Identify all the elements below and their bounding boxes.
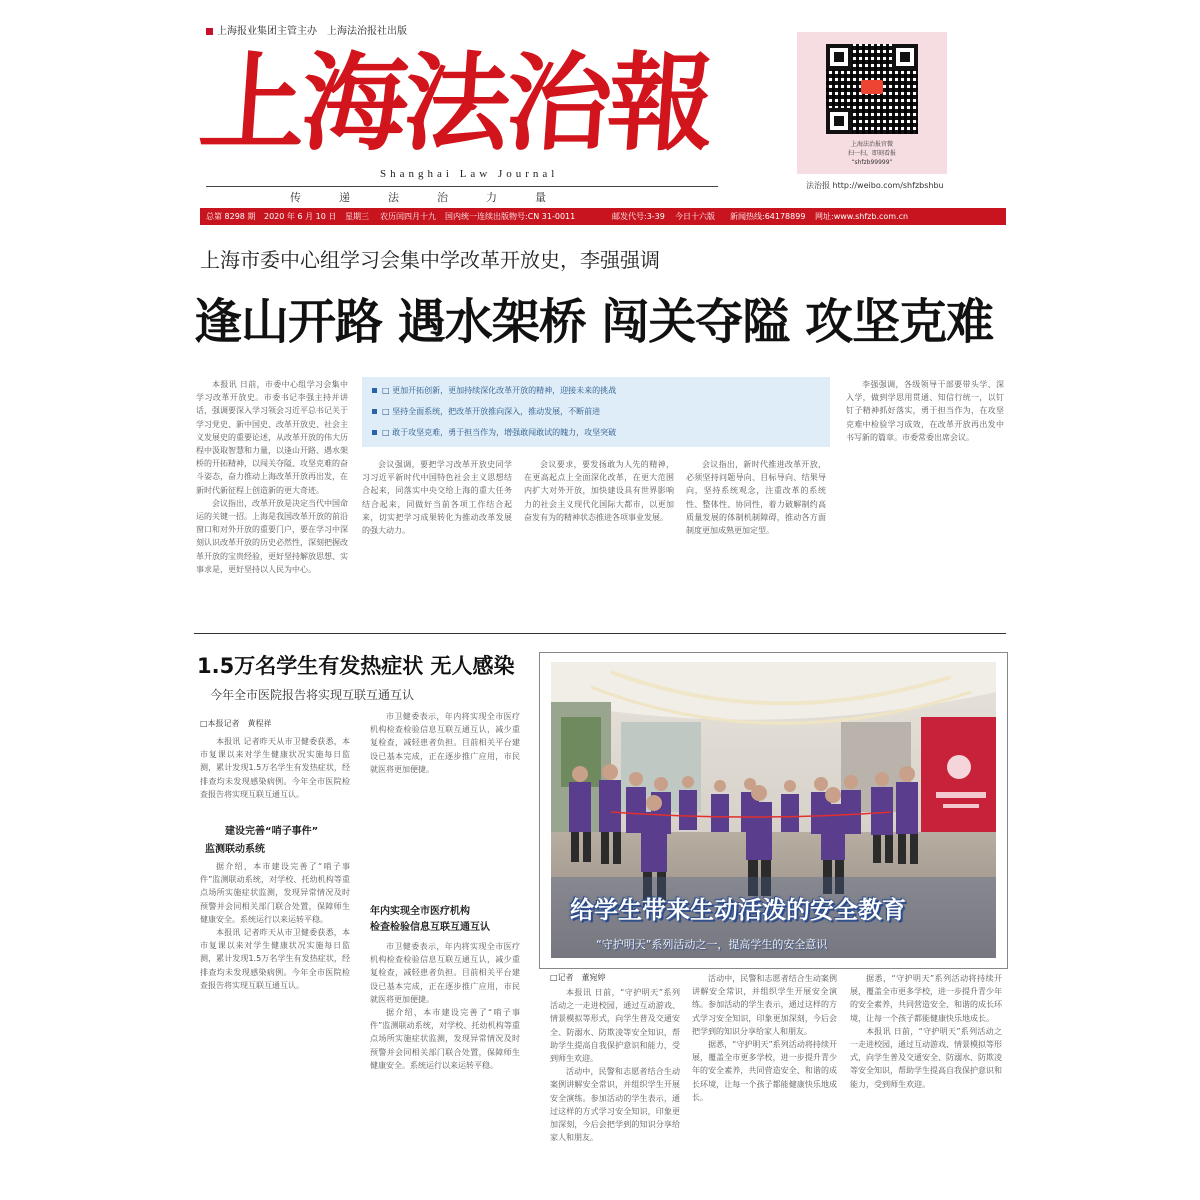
story2-subhead-2a: 年内实现全市医疗机构 — [370, 906, 470, 917]
photo-story-column-1 — [550, 986, 680, 1191]
story2-column-2b — [370, 940, 520, 1190]
page-count: 今日十六版 — [675, 212, 715, 221]
qr-finder-icon — [892, 44, 918, 70]
body-paragraph: 市卫健委表示，年内将实现全市医疗机构检查检验信息互联互通互认，减少重复检查，减轻患者负担。目前相关平台建设已基本完成，正在逐步推广应用，市民就医将更加便捷。 — [370, 712, 520, 774]
body-paragraph: 本报讯 记者昨天从市卫健委获悉，本市复课以来对学生健康状况实施每日监测，累计发现1.5万名学生有发热症状，经排查均未发现感染病例。今年全市医院检查报告将实现互联互通互认。 — [200, 737, 350, 799]
highlight-text: □ 坚持全面系统，把改革开放推向深入，推动发展，不断前进 — [382, 407, 601, 416]
body-paragraph: 会议指出，新时代推进改革开放，必须坚持问题导向、目标导向、结果导向，坚持系统观念，注重改革的系统性、整体性、协同性，着力破解制约高质量发展的体制机制障碍，推动各方面制度更加成熟更加定型。 — [686, 460, 826, 536]
story2-subhead-1a: 建设完善“哨子事件” — [225, 826, 319, 837]
highlights-box — [362, 377, 830, 447]
body-paragraph: 会议要求，要发扬敢为人先的精神，在更高起点上全面深化改革，在更大范围内扩大对外开放，加快建设具有世界影响力的社会主义现代化国际大都市，以更加奋发有为的精神状态推进各项事业发展。 — [524, 460, 674, 522]
lead-column-5 — [846, 378, 1004, 628]
body-paragraph: 会议指出，改革开放是决定当代中国命运的关键一招。上海是我国改革开放的前沿窗口和对外开放的重要门户，要在学习中深刻认识改革开放的历史必然性，深刻把握改革开放的宝贵经验，更好坚持解放思想、实事求是，更好坚持以人民为中心。 — [196, 498, 348, 574]
website: 网址:www.shfzb.com.cn — [815, 212, 909, 221]
qr-finder-icon — [826, 44, 852, 70]
news-hotline: 新闻热线:64178899 — [730, 212, 806, 221]
body-paragraph: 活动中，民警和志愿者结合生动案例讲解安全常识，并组织学生开展安全演练。参加活动的学生表示，通过这样的方式学习安全知识，印象更加深刻，今后会把学到的知识分享给家人和朋友。 — [692, 974, 837, 1036]
slogan: 传递法治力量 — [290, 191, 584, 204]
lead-kicker: 上海市委中心组学习会集中学改革开放史，李强强调 — [200, 248, 660, 272]
story2-byline: □本报记者 黄程祥 — [200, 719, 272, 728]
qr-logo-icon — [861, 80, 883, 94]
lead-headline[interactable]: 逢山开路 遇水架桥 闯关夺隘 攻坚克难 — [194, 294, 994, 350]
story2-headline[interactable]: 1.5万名学生有发热症状 无人感染 — [197, 654, 515, 678]
qr-caption-line: 上海法治报官微 — [850, 141, 893, 148]
highlight-item — [372, 406, 600, 417]
photo-byline: □记者 董宛婷 — [550, 973, 606, 982]
story2-column-1b — [200, 860, 350, 1190]
weekday: 星期三 — [345, 212, 369, 221]
photo-story-column-2 — [692, 972, 837, 1190]
body-paragraph: 据介绍，本市建设完善了“哨子事件”监测联动系统，对学校、托幼机构等重点场所实施症状监测，发现异常情况及时预警并会同相关部门联合处置，保障师生健康安全。系统运行以来运转平稳。 — [370, 1008, 520, 1070]
lead-column-1 — [196, 378, 348, 628]
qr-caption-line: “shfzb99999” — [851, 159, 893, 166]
sponsor-line — [206, 22, 407, 37]
body-paragraph: 李强强调，各级领导干部要带头学、深入学，做到学思用贯通、知信行统一，以钉钉子精神抓好落实，勇于担当作为，在攻坚克难中检验学习成效，在改革开放再出发中书写新的篇章。市委常委出席会议。 — [846, 380, 1004, 442]
body-paragraph: 据悉，“守护明天”系列活动将持续开展，覆盖全市更多学校，进一步提升青少年的安全素养，共同营造安全、和谐的成长环境，让每一个孩子都能健康快乐地成长。 — [850, 974, 1002, 1023]
newspaper-logo: 上海法治報 — [195, 40, 715, 165]
body-paragraph: 据介绍，本市建设完善了“哨子事件”监测联动系统，对学校、托幼机构等重点场所实施症状监测，发现异常情况及时预警并会同相关部门联合处置，保障师生健康安全。系统运行以来运转平稳。 — [200, 862, 350, 924]
highlight-text: □ 敢于攻坚克难，勇于担当作为，增强敢闯敢试的魄力，攻坚突破 — [382, 428, 617, 437]
lead-column-4 — [686, 458, 826, 626]
latin-title: Shanghai Law Journal — [380, 168, 559, 180]
weibo-link[interactable]: 法治报 http://weibo.com/shfzbshbu — [806, 181, 944, 190]
story2-subhead-2b: 检查检验信息互联互通互认 — [370, 922, 490, 933]
bullet-icon — [372, 388, 377, 393]
highlight-item — [372, 427, 616, 438]
section-divider — [194, 633, 1006, 634]
body-paragraph: 市卫健委表示，年内将实现全市医疗机构检查检验信息互联互通互认，减少重复检查，减轻患者负担。目前相关平台建设已基本完成，正在逐步推广应用，市民就医将更加便捷。 — [370, 942, 520, 1004]
photo-caption: 给学生带来生动活泼的安全教育 — [570, 896, 906, 924]
bullet-icon — [372, 409, 377, 414]
cn-number: 国内统一连续出版物号:CN 31-0011 — [445, 212, 576, 221]
story2-subhead-1b: 监测联动系统 — [205, 844, 265, 855]
body-paragraph: 本报讯 记者昨天从市卫健委获悉，本市复课以来对学生健康状况实施每日监测，累计发现1.5万名学生有发热症状，经排查均未发现感染病例。今年全市医院检查报告将实现互联互通互认。 — [200, 928, 350, 990]
bullet-icon — [372, 430, 377, 435]
issue-info-bar — [200, 208, 1006, 225]
body-paragraph: 本报讯 日前，“守护明天”系列活动之一走进校园，通过互动游戏、情景模拟等形式，向学生普及交通安全、防溺水、防欺凌等安全知识，帮助学生提高自我保护意识和能力，受到师生欢迎。 — [850, 1026, 1002, 1089]
body-paragraph: 本报讯 日前，“守护明天”系列活动之一走进校园，通过互动游戏、情景模拟等形式，向学生普及交通安全、防溺水、防欺凌等安全知识，帮助学生提高自我保护意识和能力，受到师生欢迎。 — [550, 988, 680, 1064]
body-paragraph: 据悉，“守护明天”系列活动将持续开展，覆盖全市更多学校，进一步提升青少年的安全素养，共同营造安全、和谐的成长环境，让每一个孩子都能健康快乐地成长。 — [692, 1040, 837, 1102]
postal-code: 邮发代号:3-39 — [612, 212, 665, 221]
photo-subcaption: “守护明天”系列活动之一，提高学生的安全意识 — [596, 938, 828, 951]
qr-caption — [800, 140, 944, 167]
red-square-icon — [206, 28, 213, 35]
photo-story-column-3 — [850, 972, 1002, 1190]
lead-column-3 — [524, 458, 674, 626]
body-paragraph: 会议强调，要把学习改革开放史同学习习近平新时代中国特色社会主义思想结合起来，同落实中央交给上海的重大任务结合起来，同做好当前各项工作结合起来，切实把学习成果转化为推动改革发展的强大动力。 — [362, 460, 512, 536]
slogan-divider — [206, 186, 718, 187]
qr-finder-icon — [826, 108, 852, 134]
qr-caption-line: 扫一扫，即刻看报 — [847, 150, 896, 157]
highlight-item — [372, 385, 616, 396]
story2-column-2a — [370, 710, 520, 890]
body-paragraph: 活动中，民警和志愿者结合生动案例讲解安全常识，并组织学生开展安全演练。参加活动的学生表示，通过这样的方式学习安全知识，印象更加深刻，今后会把学到的知识分享给家人和朋友。 — [550, 1067, 680, 1143]
story2-subtitle: 今年全市医院报告将实现互联互通互认 — [210, 688, 415, 702]
body-paragraph: 本报讯 日前，市委中心组学习会集中学习改革开放史。市委书记李强主持并讲话，强调要深入学习领会习近平总书记关于学习党史、新中国史、改革开放史、社会主义发展史的重要论述，从改革开放的伟大历程中汲取智慧和力量，以逢山开路、遇水架桥的开拓精神，以闯关夺隘、攻坚克难的奋斗姿态，奋力推动上海改革开放再出发，在新时代新征程上创造新的更大奇迹。 — [196, 380, 348, 495]
issue-date: 2020 年 6 月 10 日 — [264, 212, 337, 221]
story2-column-1a — [200, 735, 350, 815]
lunar-date: 农历闰四月十九 — [380, 212, 436, 221]
highlight-text: □ 更加开拓创新，更加持续深化改革开放的精神，迎接未来的挑战 — [382, 386, 617, 395]
lead-column-2 — [362, 458, 512, 626]
issue-number: 总第 8298 期 — [206, 212, 256, 221]
sponsor-text: 上海报业集团主管主办 上海法治报社出版 — [217, 26, 407, 37]
